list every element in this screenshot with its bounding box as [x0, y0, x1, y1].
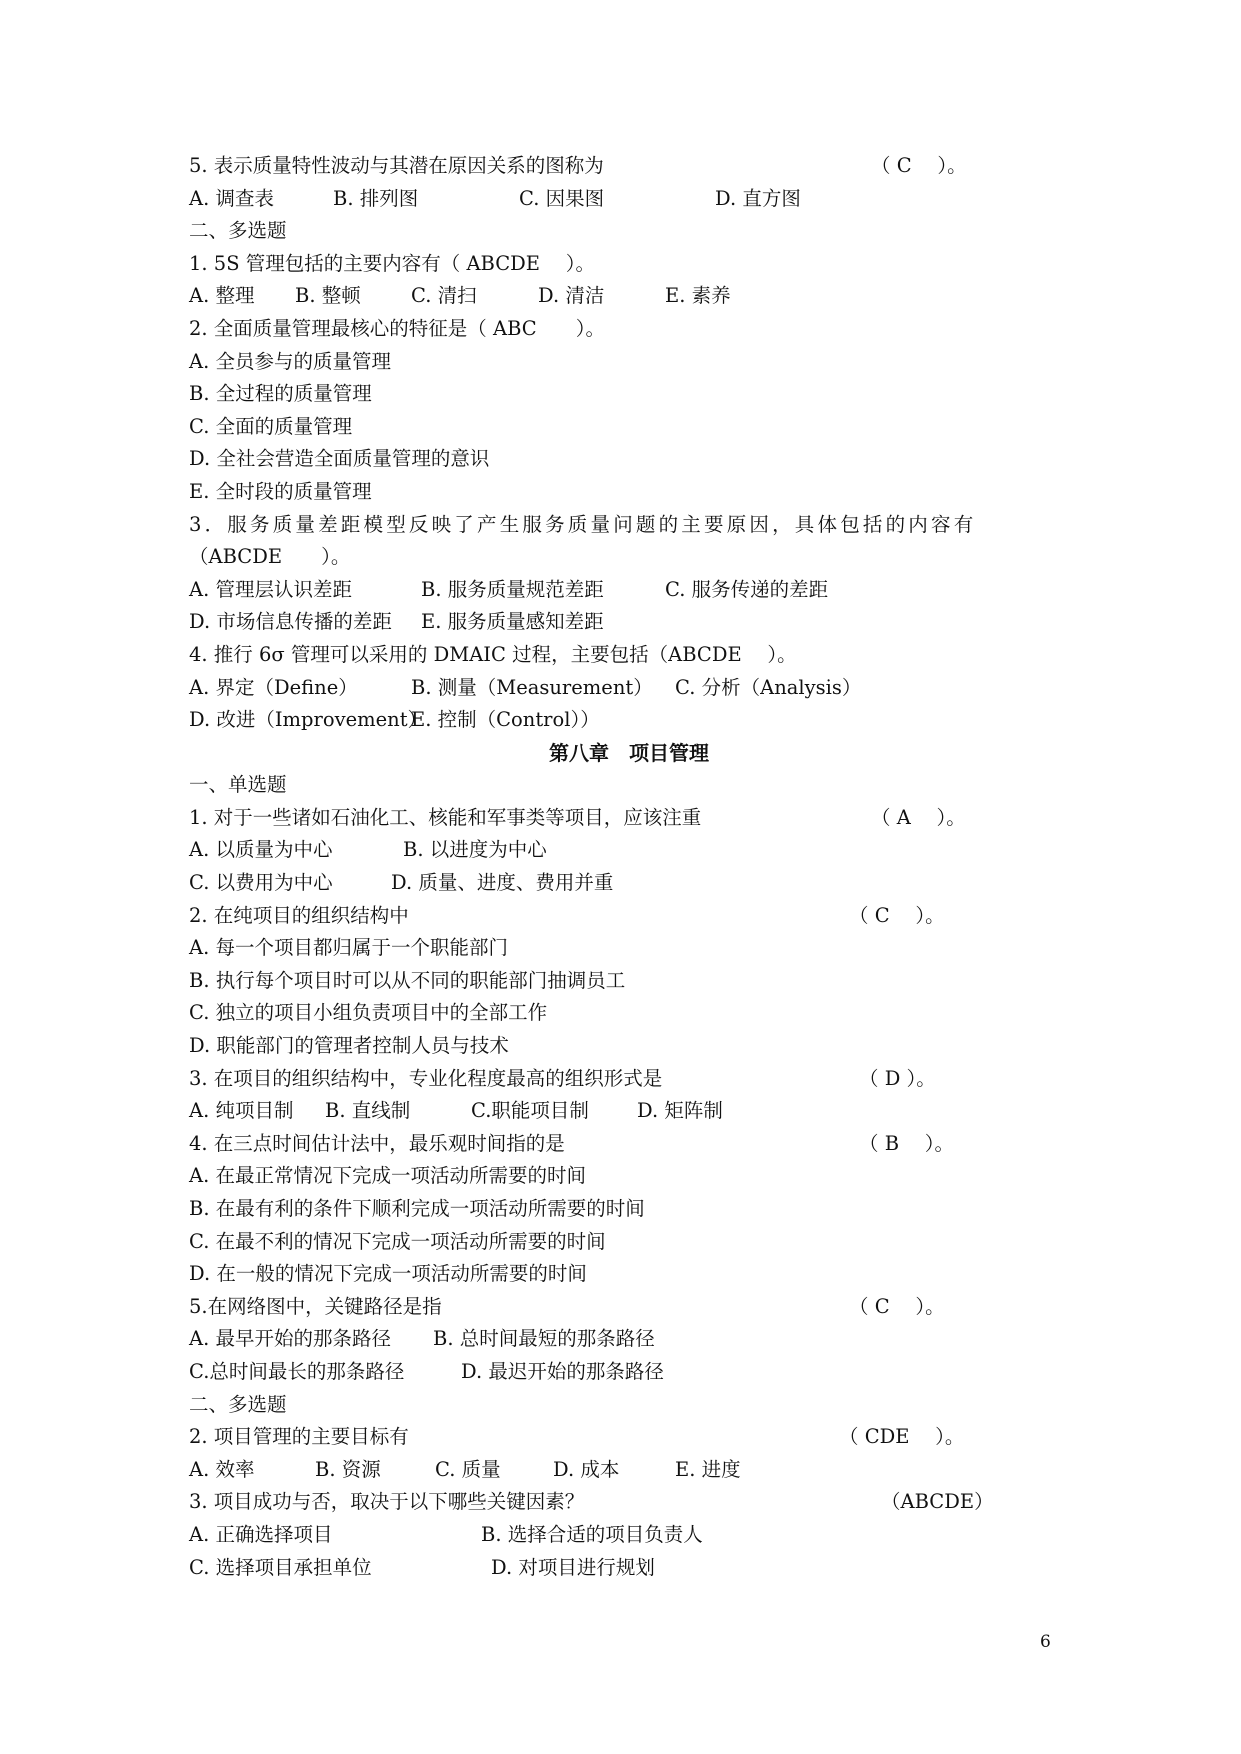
option-c: C. 选择项目承担单位: [189, 1555, 372, 1579]
question-line: [189, 1128, 1069, 1161]
option-line: [189, 411, 1069, 444]
option-text: B. 在最有利的条件下顺利完成一项活动所需要的时间: [189, 1197, 645, 1220]
question-line: [189, 900, 1069, 933]
options-line: [189, 183, 1069, 216]
option-b: B. 总时间最短的那条路径: [433, 1327, 655, 1351]
option-b: B. 直线制: [325, 1099, 411, 1123]
option-text: C. 独立的项目小组负责项目中的全部工作: [189, 1001, 548, 1025]
option-c: C. 分析（Analysis）: [675, 675, 862, 699]
answer-bracket: （ C ）。: [849, 903, 945, 927]
option-b: B. 排列图: [333, 186, 419, 210]
option-c: C. 因果图: [519, 186, 605, 210]
option-c: C. 质量: [435, 1457, 501, 1481]
question-line: [189, 1486, 1069, 1519]
question-text: 2. 全面质量管理最核心的特征是（ ABC ）。: [189, 316, 605, 340]
option-a: A. 效率: [189, 1457, 255, 1481]
option-text: A. 全员参与的质量管理: [189, 349, 391, 373]
option-a: A. 界定（Define）: [189, 675, 358, 699]
option-line: [189, 476, 1069, 509]
question-text: 5. 表示质量特性波动与其潜在原因关系的图称为: [189, 154, 604, 177]
options-line: [189, 1454, 1069, 1487]
option-e: E. 进度: [675, 1457, 741, 1481]
option-a: A. 调查表: [189, 186, 274, 210]
options-line: [189, 1552, 1069, 1585]
option-text: A. 每一个项目都归属于一个职能部门: [189, 936, 508, 960]
option-e: E. 服务质量感知差距: [421, 610, 604, 634]
option-a: A. 以质量为中心: [189, 838, 333, 862]
section-heading: [189, 769, 1069, 802]
question-line: [189, 1063, 1069, 1096]
options-line: [189, 606, 1069, 639]
option-c: C.职能项目制: [471, 1099, 589, 1123]
option-a: A. 整理: [189, 284, 255, 308]
question-line: [189, 313, 1069, 346]
option-e: E. 素养: [665, 284, 731, 308]
chapter-title-text: 第八章 项目管理: [549, 740, 709, 765]
option-line: [189, 1226, 1069, 1259]
option-b: B. 服务质量规范差距: [421, 577, 604, 601]
section-heading-text: 二、多选题: [189, 1392, 287, 1416]
option-b: B. 以进度为中心: [403, 838, 547, 862]
question-line: [189, 150, 1069, 183]
options-line: [189, 1356, 1069, 1389]
option-text: D. 全社会营造全面质量管理的意识: [189, 447, 490, 471]
option-b: B. 资源: [315, 1457, 381, 1481]
question-text: 3．服务质量差距模型反映了产生服务质量问题的主要原因，具体包括的内容有: [189, 512, 977, 536]
option-line: [189, 932, 1069, 965]
answer-bracket: （ CDE ）。: [839, 1425, 965, 1449]
options-line: [189, 574, 1069, 607]
option-c: C. 服务传递的差距: [665, 577, 829, 601]
options-line: [189, 704, 1069, 737]
answer-bracket: （ABCDE）: [881, 1490, 994, 1514]
option-c: C.总时间最长的那条路径: [189, 1359, 405, 1383]
option-line: [189, 443, 1069, 476]
option-text: D. 在一般的情况下完成一项活动所需要的时间: [189, 1262, 587, 1286]
option-line: [189, 1193, 1069, 1226]
options-line: [189, 1519, 1069, 1552]
question-text: 4. 推行 6σ 管理可以采用的 DMAIC 过程，主要包括（ABCDE ）。: [189, 642, 797, 666]
option-d: D. 最迟开始的那条路径: [461, 1359, 664, 1383]
option-text: B. 执行每个项目时可以从不同的职能部门抽调员工: [189, 968, 626, 992]
question-text: 3. 在项目的组织结构中，专业化程度最高的组织形式是: [189, 1066, 663, 1090]
question-text: 1. 对于一些诸如石油化工、核能和军事类等项目，应该注重: [189, 805, 702, 829]
section-heading-text: 一、单选题: [189, 773, 287, 797]
question-text: 3. 项目成功与否，取决于以下哪些关键因素？: [189, 1490, 585, 1514]
option-text: A. 在最正常情况下完成一项活动所需要的时间: [189, 1164, 586, 1188]
question-line: [189, 509, 1069, 542]
option-c: C. 清扫: [411, 284, 477, 308]
option-line: [189, 1160, 1069, 1193]
question-text: 5.在网络图中，关键路径是指: [189, 1294, 442, 1318]
option-d: D. 市场信息传播的差距: [189, 610, 392, 634]
options-line: [189, 672, 1069, 705]
option-e: E. 控制（Control））: [411, 708, 600, 732]
option-a: A. 最早开始的那条路径: [189, 1327, 391, 1351]
option-a: A. 纯项目制: [189, 1099, 294, 1123]
option-a: A. 正确选择项目: [189, 1522, 333, 1546]
question-line: [189, 639, 1069, 672]
options-line: [189, 867, 1069, 900]
document-body: [189, 150, 1069, 1584]
question-text: 2. 在纯项目的组织结构中: [189, 903, 409, 927]
answer-bracket: （ B ）。: [859, 1131, 954, 1155]
section-heading: [189, 1389, 1069, 1422]
question-text: （ABCDE ）。: [189, 545, 351, 569]
answer-bracket: （ D ）。: [859, 1066, 936, 1090]
option-line: [189, 346, 1069, 379]
option-c: C. 以费用为中心: [189, 871, 333, 895]
options-line: [189, 280, 1069, 313]
option-line: [189, 965, 1069, 998]
option-text: E. 全时段的质量管理: [189, 479, 372, 503]
option-d: D. 对项目进行规划: [491, 1555, 655, 1579]
answer-bracket: （ C ）。: [871, 154, 967, 177]
question-line: [189, 248, 1069, 281]
option-line: [189, 1030, 1069, 1063]
option-d: D. 质量、进度、费用并重: [391, 871, 614, 895]
option-d: D. 直方图: [715, 186, 801, 210]
options-line: [189, 1095, 1069, 1128]
question-line: [189, 802, 1069, 835]
question-text: 1. 5S 管理包括的主要内容有（ ABCDE ）。: [189, 251, 595, 275]
option-text: B. 全过程的质量管理: [189, 382, 372, 406]
option-b: B. 测量（Measurement）: [411, 675, 653, 699]
question-text: 2. 项目管理的主要目标有: [189, 1425, 409, 1449]
question-line: [189, 1291, 1069, 1324]
section-heading-text: 二、多选题: [189, 219, 287, 243]
option-line: [189, 997, 1069, 1030]
option-b: B. 选择合适的项目负责人: [481, 1522, 703, 1546]
answer-bracket: （ C ）。: [849, 1294, 945, 1318]
chapter-title: [189, 737, 1069, 770]
option-line: [189, 1258, 1069, 1291]
question-line: [189, 1421, 1069, 1454]
option-line: [189, 378, 1069, 411]
option-b: B. 整顿: [295, 284, 361, 308]
option-d: D. 成本: [553, 1457, 620, 1481]
options-line: [189, 1323, 1069, 1356]
option-text: C. 全面的质量管理: [189, 414, 353, 438]
option-a: A. 管理层认识差距: [189, 577, 352, 601]
page-number: 6: [1040, 1632, 1051, 1652]
option-d: D. 矩阵制: [637, 1099, 723, 1123]
options-line: [189, 834, 1069, 867]
option-d: D. 改进（Improvement）: [189, 708, 428, 732]
answer-bracket: （ A ）。: [871, 805, 966, 829]
section-heading: [189, 215, 1069, 248]
option-d: D. 清洁: [538, 284, 605, 308]
option-text: C. 在最不利的情况下完成一项活动所需要的时间: [189, 1229, 606, 1253]
question-text: 4. 在三点时间估计法中，最乐观时间指的是: [189, 1131, 565, 1155]
question-continuation: [189, 541, 1069, 574]
option-text: D. 职能部门的管理者控制人员与技术: [189, 1034, 509, 1058]
